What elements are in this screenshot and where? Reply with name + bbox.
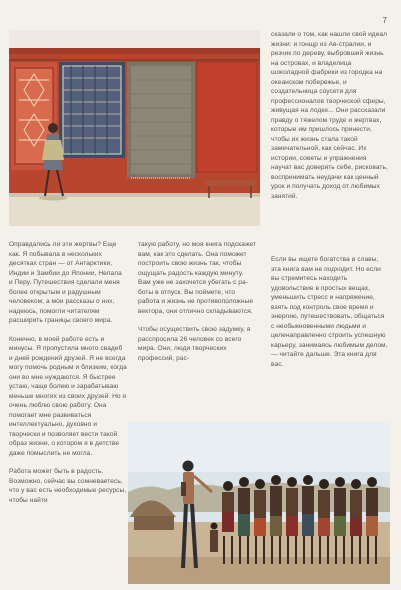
page-number: 7: [382, 16, 387, 25]
paragraph: Конечно, в моей работе есть и минусы. Я пропустила много свадеб и дней рождений друзей. Я не всегда могу помочь родным и близким, когда они во мне нуждаются. Я быстрее устаю, чаще болею и зарабатываю меньше многих из своих друзей. Но я очень люблю свою работу. Она помогает мне развиваться интеллектуально, духовно и творчески и позволяет вести такой образ жизни, о котором я в детстве даже помыслить не могла.: [9, 335, 127, 457]
column-left: [9, 240, 127, 514]
photo-woman-with-rugs: [9, 30, 260, 226]
paragraph: такую работу, но моя книга подскажет вам, как это сделать. Она поможет построить свою жизнь так, чтобы ощущать радость каждую минуту. Вам уже не захочется убегать с работы в отпуск. Вы поймете, что работа и жизнь не противоположные вектора, они отлично складываются.: [138, 241, 256, 315]
paragraph: Работа может быть в радость. Возможно, сейчас вы сомневаетесь, что у вас есть необходимые ресурсы, чтобы найти: [9, 468, 127, 504]
column-right-bottom: [271, 255, 389, 378]
column-right-top: [271, 30, 389, 210]
column-middle: [138, 240, 256, 372]
photo-traveler-with-group: [128, 422, 390, 584]
paragraph: Оправдались ли эти жертвы? Еще как. Я побывала в нескольких десятках стран — от Антарктики, Индии и Замбии до Японии, Непала и Перу. Путешествия сделали меня более открытым и радушным человеком, а мои рассказы о них, надеюсь, помогли читателям расширить границы своего мира.: [9, 241, 122, 324]
paragraph: сказали о том, как нашли свой идеал жизни: и гонщр из Ав-стралии, и резчик по дереву, выбровший жизнь на островах, и владелица шоколадной фабрики из городка на океанском побережье, и создательница соусети для профессионалов творческой сферы, живущая на лодке... Они рассказали правду о тяжелом труде и жертвах, которые им пришлось принести, чтобы их жизнь стала такой замечательной, как сейчас. Их истории, советы и упражнения научат вас доверять себе, рисковать, воспринимать неудачи как ценный урок и получать доход от любимых занятий.: [271, 31, 388, 200]
paragraph: Чтобы осуществить свою задумку, я расспросила 26 человек со всего мира. Они, люди творческих профессий, рас-: [138, 326, 251, 362]
paragraph: Если вы ищете богатства и славы, эта книга вам не подходит. Но если вы стремитесь находить удовольствие в простых вещах, уменьшить стресс и напряжение, взять под контроль свое время и энергию, путешествовать, общаться с необыкновенными людьми и целенаправленно строить успешную карьеру, занимаясь любимым делом, — читайте дальше. Эта книга для вас.: [271, 256, 388, 368]
